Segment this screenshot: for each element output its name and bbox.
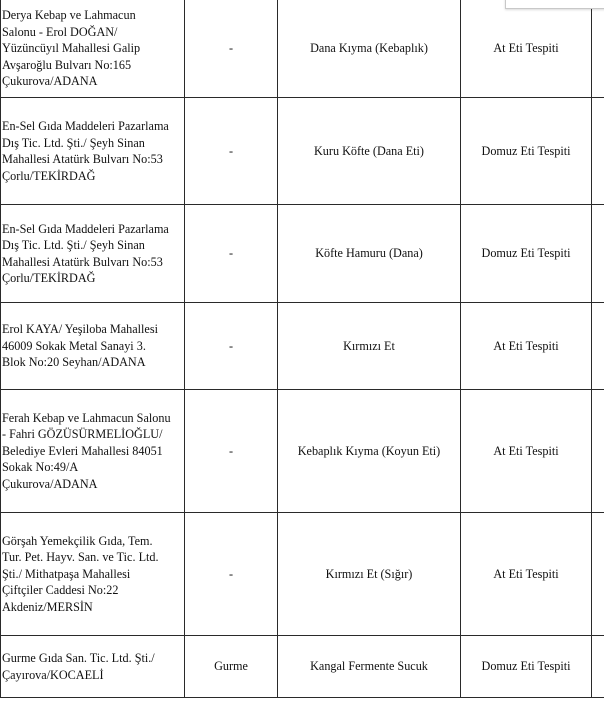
table-row [1, 205, 604, 303]
product-cell: Kebaplık Kıyma (Koyun Eti) [278, 390, 461, 513]
finding-cell: Domuz Eti Tespiti [461, 205, 592, 303]
firm-name-address: Erol KAYA/ Yeşiloba Mahallesi 46009 Sokak Metal Sanayi 3. Blok No:20 Seyhan/ADANA [2, 322, 158, 370]
brand-cell: - [185, 98, 278, 205]
product-cell: Kuru Köfte (Dana Eti) [278, 98, 461, 205]
brand-cell: - [185, 303, 278, 390]
brand-cell: - [185, 0, 278, 98]
brand-cell: Gurme [185, 636, 278, 698]
brand-cell: - [185, 513, 278, 636]
cut-off-cell [592, 0, 604, 98]
table-row [1, 98, 604, 205]
table-row [1, 0, 604, 98]
cut-off-cell [592, 205, 604, 303]
firm-name-address: En-Sel Gıda Maddeleri Pazarlama Dış Tic. Ltd. Şti./ Şeyh Sinan Mahallesi Atatürk Bulvarı No:53 Çorlu/TEKİRDAĞ [2, 221, 169, 285]
overlay-popup-edge [505, 0, 604, 9]
firm-name-address: Ferah Kebap ve Lahmacun Salonu - Fahri GÖZÜSÜRMELİOĞLU/ Belediye Evleri Mahallesi 84051 Sokak No:49/A Çukurova/ADANA [2, 410, 171, 491]
firm-name-address: Gurme Gıda San. Tic. Ltd. Şti./ Çayırova/KOCAELİ [2, 651, 155, 682]
brand-cell: - [185, 390, 278, 513]
cut-off-cell [592, 98, 604, 205]
firm-cell [1, 0, 185, 98]
table-row [1, 303, 604, 390]
finding-cell: At Eti Tespiti [461, 0, 592, 98]
firm-cell [1, 205, 185, 303]
firm-cell [1, 390, 185, 513]
firm-cell [1, 636, 185, 698]
firm-cell [1, 513, 185, 636]
table-row [1, 636, 604, 698]
finding-cell: Domuz Eti Tespiti [461, 636, 592, 698]
firm-cell [1, 303, 185, 390]
cut-off-cell [592, 636, 604, 698]
product-cell: Dana Kıyma (Kebaplık) [278, 0, 461, 98]
firm-name-address: En-Sel Gıda Maddeleri Pazarlama Dış Tic. Ltd. Şti./ Şeyh Sinan Mahallesi Atatürk Bulvarı No:53 Çorlu/TEKİRDAĞ [2, 119, 169, 183]
finding-cell: At Eti Tespiti [461, 303, 592, 390]
firm-cell [1, 98, 185, 205]
finding-cell: At Eti Tespiti [461, 513, 592, 636]
firm-name-address: Görşah Yemekçilik Gıda, Tem. Tur. Pet. Hayv. San. ve Tic. Ltd. Şti./ Mithatpaşa Mahallesi Çiftçiler Caddesi No:22 Akdeniz/MERSİN [2, 533, 159, 614]
table-row [1, 513, 604, 636]
brand-cell: - [185, 205, 278, 303]
product-cell: Kırmızı Et (Sığır) [278, 513, 461, 636]
cut-off-cell [592, 303, 604, 390]
finding-cell: Domuz Eti Tespiti [461, 98, 592, 205]
cut-off-cell [592, 390, 604, 513]
firm-name-address: Derya Kebap ve Lahmacun Salonu - Erol DOĞAN/ Yüzüncüyıl Mahallesi Galip Avşaroğlu Bulvarı No:165 Çukurova/ADANA [2, 8, 141, 89]
product-cell: Köfte Hamuru (Dana) [278, 205, 461, 303]
product-cell: Kırmızı Et [278, 303, 461, 390]
product-cell: Kangal Fermente Sucuk [278, 636, 461, 698]
cut-off-cell [592, 513, 604, 636]
finding-cell: At Eti Tespiti [461, 390, 592, 513]
table-row [1, 390, 604, 513]
